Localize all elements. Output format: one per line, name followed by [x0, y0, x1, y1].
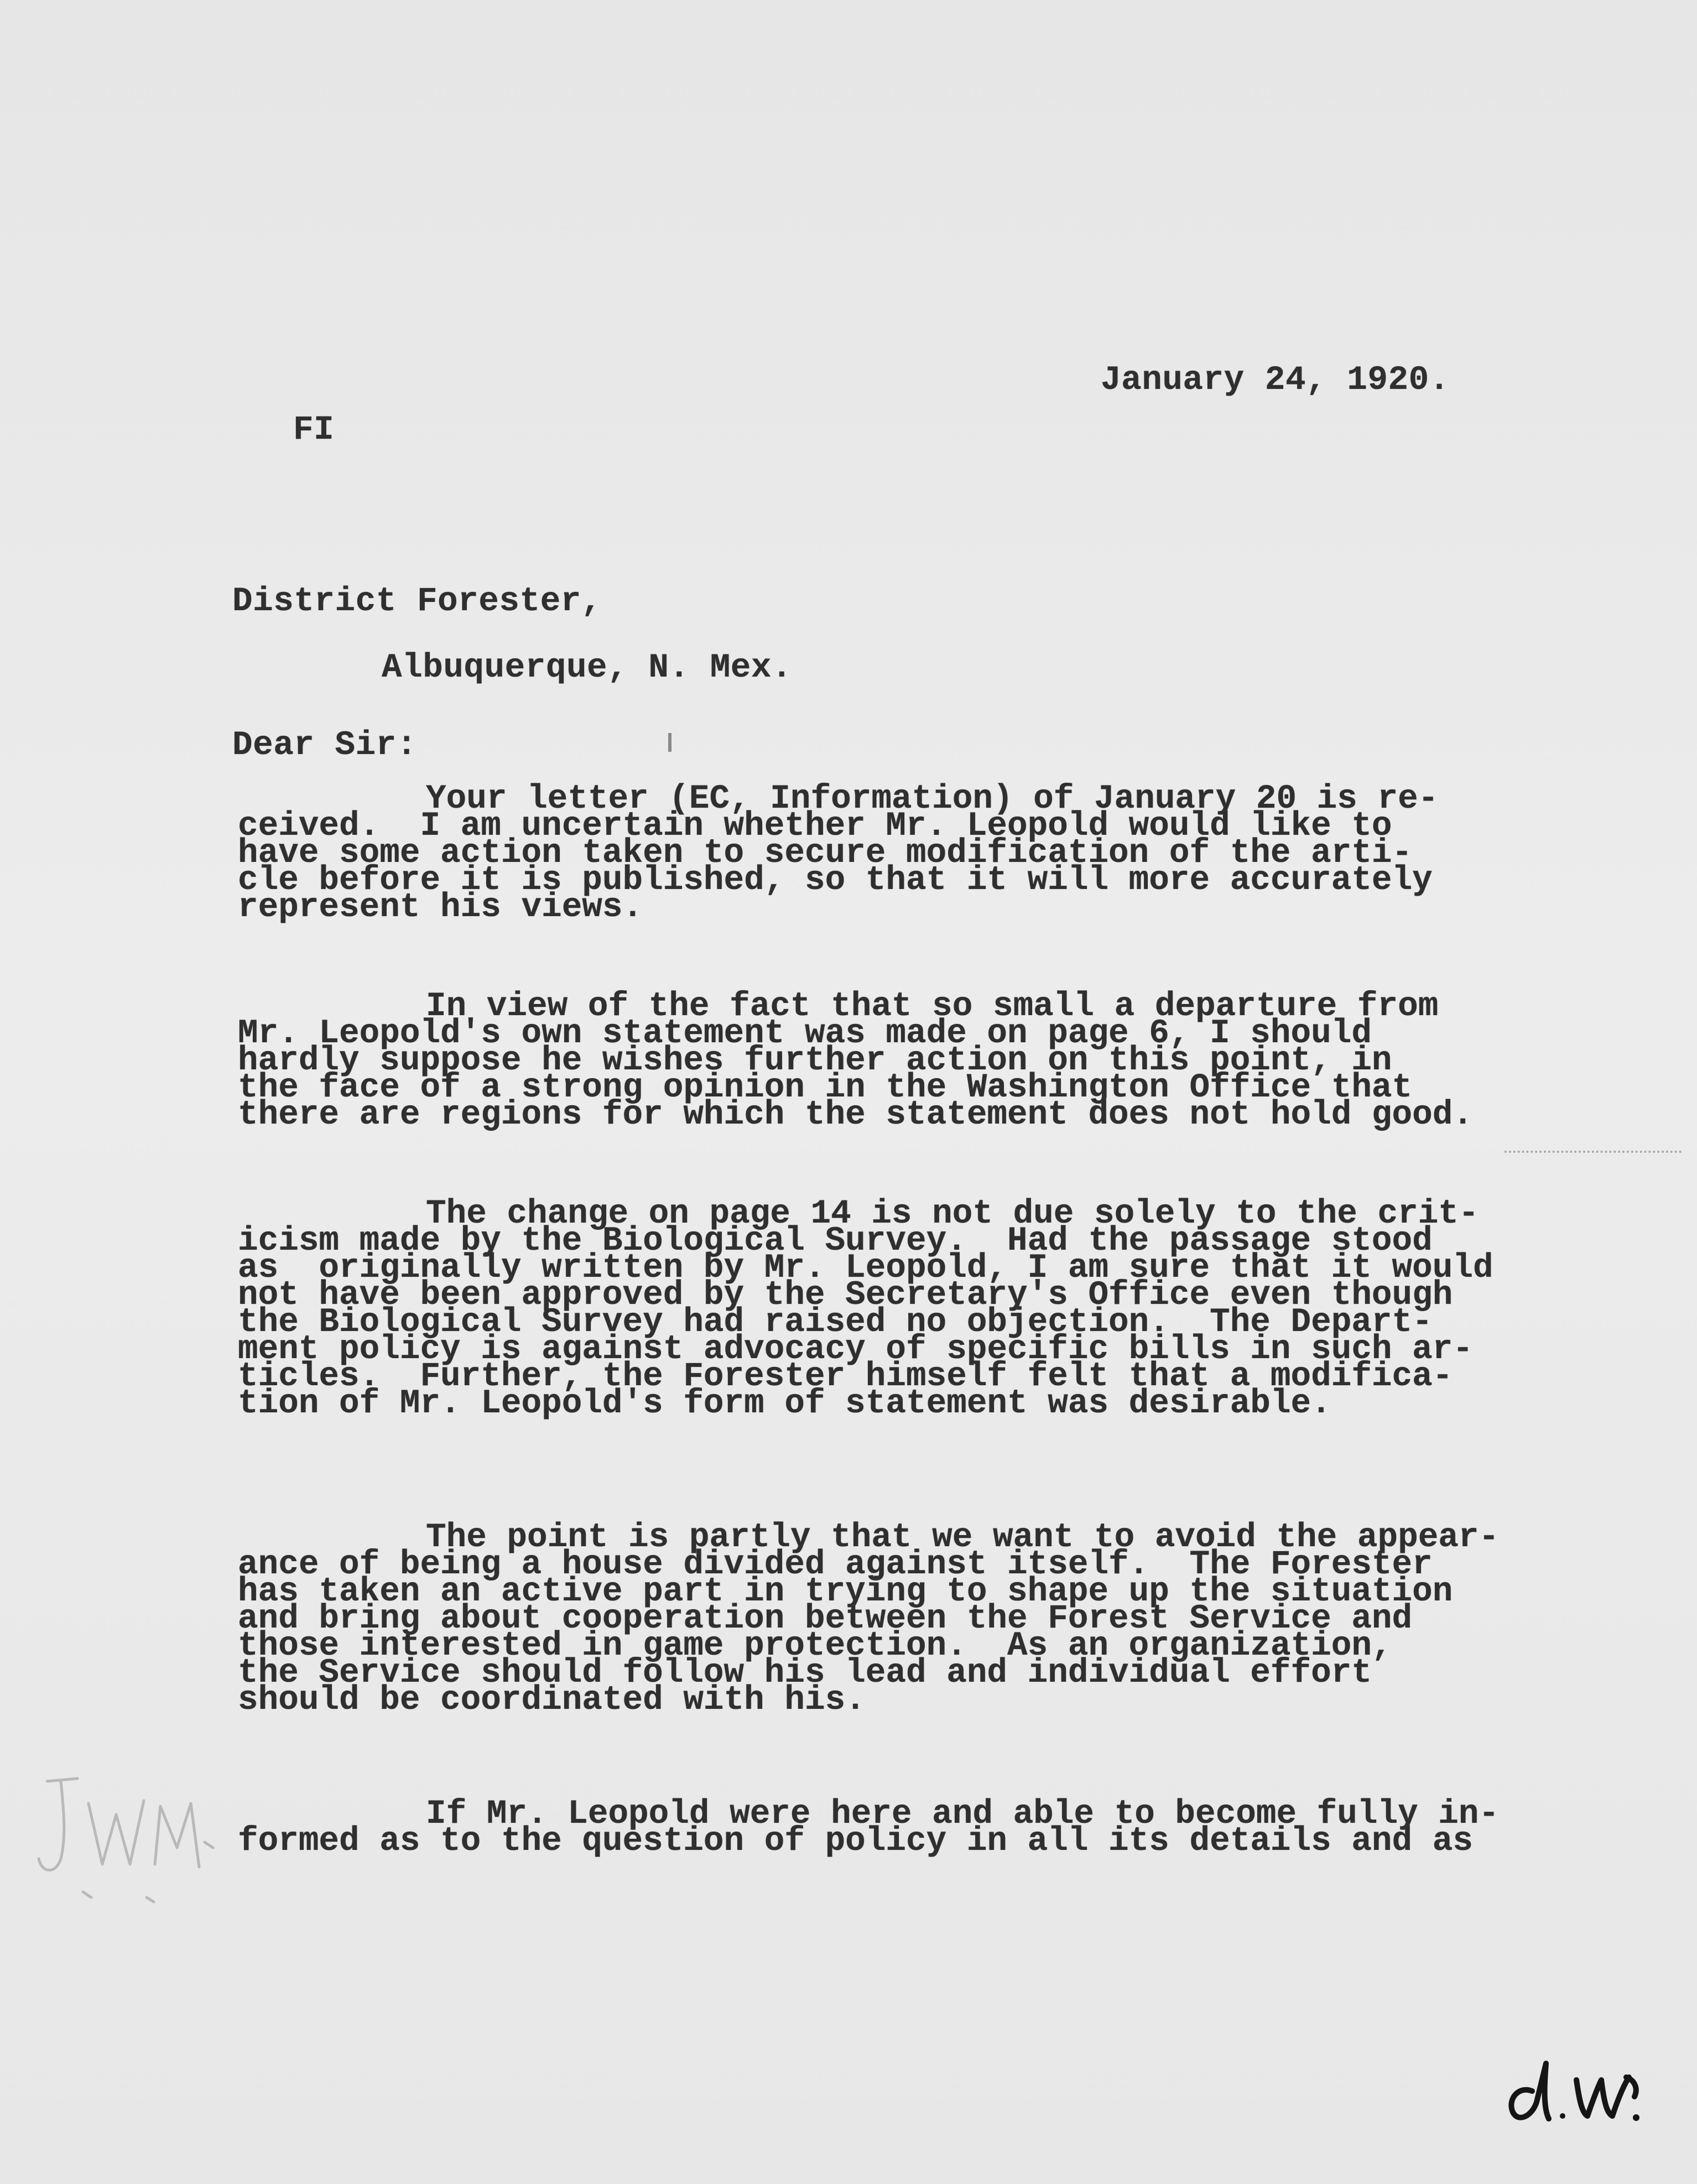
paragraph-line: has taken an active part in trying to shape up the situation [238, 1573, 1453, 1611]
paragraph-line: should be coordinated with his. [238, 1681, 866, 1719]
paragraph-line: ance of being a house divided against itself. The Forester [238, 1546, 1433, 1584]
dotted-rule [1505, 1151, 1682, 1153]
paragraph-line: those interested in game protection. As an organization, [238, 1627, 1392, 1665]
paragraph-line: ceived. I am uncertain whether Mr. Leopold would like to [238, 807, 1392, 845]
paragraph-2 [238, 987, 1565, 1134]
ink-initials-mark [1493, 2047, 1648, 2135]
file-code: FI [293, 411, 335, 449]
paragraph-line: If Mr. Leopold were here and able to become fully in- [426, 1795, 1500, 1833]
paragraph-line: ticles. Further, the Forester himself felt that a modifica- [238, 1358, 1453, 1396]
paragraph-line: The point is partly that we want to avoid the appear- [426, 1519, 1500, 1557]
stray-mark [668, 733, 671, 752]
paragraph-line: hardly suppose he wishes further action on this point, in [238, 1042, 1392, 1080]
paragraph-line: the face of a strong opinion in the Washington Office that [238, 1069, 1413, 1107]
paragraph-line: formed as to the question of policy in all its details and as [238, 1822, 1473, 1860]
paragraph-line: represent his views. [238, 888, 643, 927]
paragraph-line: In view of the fact that so small a departure from [426, 987, 1439, 1026]
paragraph-line: Your letter (EC, Information) of January 20 is re- [426, 780, 1439, 818]
paragraph-line: not have been approved by the Secretary's Office even though [238, 1276, 1453, 1314]
paragraph-line: Mr. Leopold's own statement was made on page 6, I should [238, 1015, 1372, 1053]
paragraph-line: as originally written by Mr. Leopold, I am sure that it would [238, 1249, 1493, 1287]
paragraph-line: the Biological Survey had raised no objection. The Depart- [238, 1303, 1433, 1341]
paragraph-line: icism made by the Biological Survey. Had the passage stood [238, 1222, 1433, 1260]
salutation: Dear Sir: [232, 726, 417, 765]
letter-date: January 24, 1920. [1101, 361, 1450, 399]
paragraph-1 [238, 780, 1565, 927]
paragraph-line: have some action taken to secure modification of the arti- [238, 834, 1413, 872]
paragraph-line: the Service should follow his lead and individual effort [238, 1654, 1372, 1692]
paragraph-4 [238, 1519, 1565, 1719]
paragraph-line: cle before it is published, so that it will more accurately [238, 861, 1433, 899]
recipient: District Forester, [232, 583, 602, 621]
paragraph-3 [238, 1195, 1565, 1423]
recipient-address: Albuquerque, N. Mex. [382, 649, 793, 687]
pencil-initials-mark [22, 1759, 221, 1914]
paragraph-line: ment policy is against advocacy of specific bills in such ar- [238, 1330, 1473, 1369]
paragraph-line: The change on page 14 is not due solely to the crit- [426, 1195, 1479, 1233]
paragraph-5 [238, 1795, 1565, 1860]
paragraph-line: there are regions for which the statement does not hold good. [238, 1096, 1473, 1134]
paragraph-line: tion of Mr. Leopold's form of statement was desirable. [238, 1385, 1331, 1423]
paragraph-line: and bring about cooperation between the Forest Service and [238, 1600, 1413, 1638]
